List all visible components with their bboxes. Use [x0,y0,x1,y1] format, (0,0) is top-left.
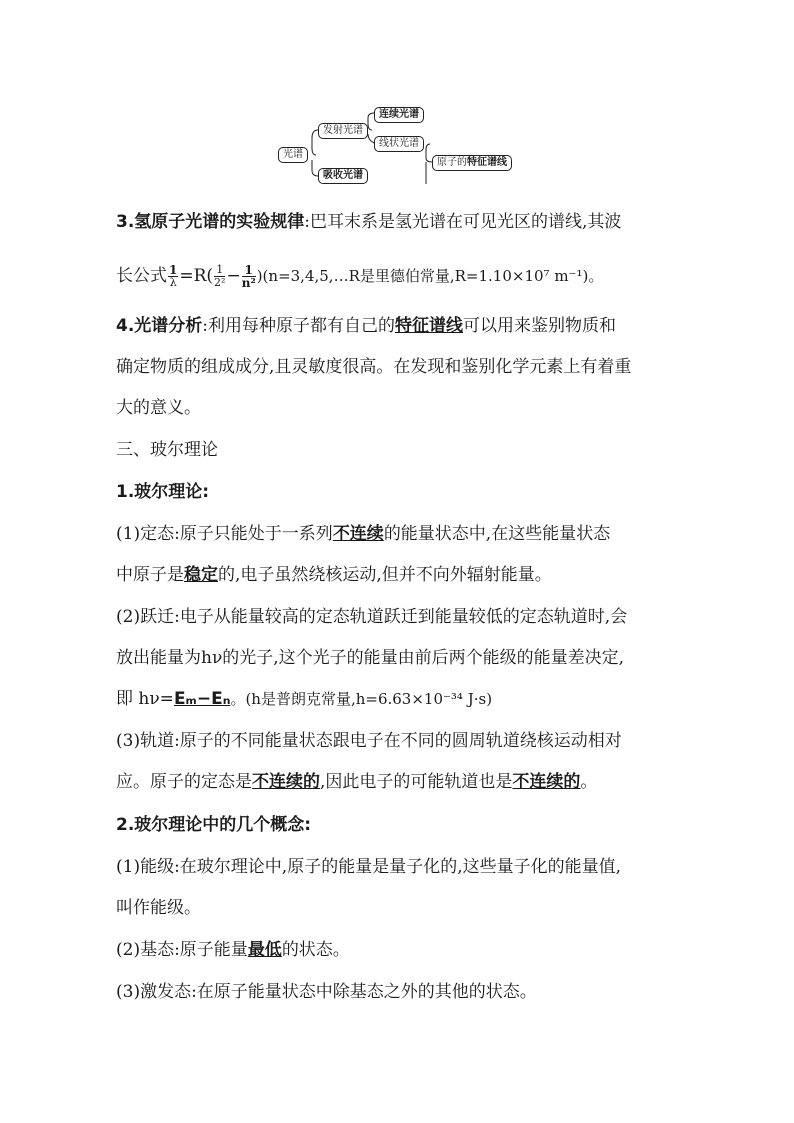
p1-b-key-energy-diff: Eₘ−Eₙ [173,689,231,709]
formula-fraction-1-over-2sq [214,264,225,289]
s4-text1a: :利用每种原子都有自己的 [202,316,396,336]
frac2-den: 2² [214,276,226,289]
diagram-characteristic-label: 特征谱线 [467,157,507,168]
p2-b-text-a: (2)基态:原子能量 [116,940,248,960]
p1-a-text2a: 中原子是 [116,565,184,585]
p1-c-line2 [116,770,716,794]
p1-c-key2: 不连续的 [512,772,581,792]
p1-c-text2b: ,因此电子的可能轨道也是 [320,772,513,792]
diagram-root-label: 光谱 [283,149,303,160]
p1-a-text2b: 的,电子虽然绕核运动,但并不向外辐射能量。 [218,565,552,585]
p1-a-line2 [116,563,716,587]
p2-title: 2.玻尔理论中的几个概念: [116,815,312,835]
p2-b-key-lowest: 最低 [247,940,282,960]
p1-b-text1: 电子从能量较高的定态轨道跃迁到能量较低的定态轨道时,会 [179,607,628,627]
p1-a-line1 [116,522,716,546]
p1-b-label: (2)跃迁: [116,607,180,627]
diagram-continuous-box [374,107,424,123]
section-heading-bohr-theory: 三、玻尔理论 [116,440,218,460]
p1-b-text3b: 。(h是普朗克常量,h=6.63×10⁻³⁴ J·s) [230,690,493,708]
p1-b-line2: 放出能量为hν的光子,这个光子的能量由前后两个能级的能量差决定, [116,648,625,668]
p2-b-text-b: 的状态。 [281,940,350,960]
diagram-line-label: 线状光谱 [379,138,419,149]
p2-c-line: (3)激发态:在原子能量状态中除基态之外的其他的状态。 [116,982,537,1002]
p1-a-text1a: 原子只能处于一系列 [179,524,333,544]
s4-key-characteristic-lines: 特征谱线 [395,316,464,336]
s3-minus: − [226,266,241,286]
s4-text1b: 可以用来鉴别物质和 [463,316,617,336]
diagram-absorption-label: 吸收光谱 [323,170,363,181]
diagram-emission-label: 发射光谱 [323,125,363,136]
p1-b-line1 [116,605,716,629]
s3-line2 [116,256,716,296]
spectrum-classification-diagram [272,100,532,192]
p1-c-text2c: 。 [580,772,598,792]
diagram-absorption-box [318,168,368,184]
p1-c-key1: 不连续的 [252,772,320,792]
p1-title: 1.玻尔理论: [116,482,210,502]
diagram-line-box [374,136,424,152]
p2-a-line2: 叫作能级。 [116,898,201,918]
frac1-num: 1 [169,263,178,277]
s3-line1 [116,210,716,234]
frac3-num: 1 [242,264,256,277]
diagram-emission-box [318,123,368,139]
diagram-characteristic-box [432,155,512,171]
s4-title: 4.光谱分析 [116,316,203,336]
p1-a-label: (1)定态: [116,524,180,544]
p1-b-text3a: 即 hν= [116,689,174,709]
p1-a-text1b: 的能量状态中,在这些能量状态 [383,524,611,544]
diagram-characteristic-prefix: 原子的 [437,157,467,168]
p1-a-key-discontinuous: 不连续 [332,524,384,544]
frac2-num: 1 [214,264,225,277]
diagram-continuous-label: 连续光谱 [379,109,419,120]
p1-c-line1 [116,729,716,753]
s4-line2: 确定物质的组成成分,且灵敏度很高。在发现和鉴别化学元素上有着重 [116,357,632,377]
p1-a-key-stable: 稳定 [184,565,218,585]
p2-b-line [116,938,716,962]
p2-a-line1: (1)能级:在玻尔理论中,原子的能量是量子化的,这些量子化的能量值, [116,857,622,877]
frac1-den: λ [169,276,177,289]
formula-fraction-1-over-nsq [242,264,256,289]
frac3-den: n² [241,276,256,290]
s4-line3: 大的意义。 [116,398,201,418]
s3-text2b: )(n=3,4,5,…R是里德伯常量,R=1.10×10⁷ m⁻¹)。 [256,267,604,285]
p1-c-text1: 原子的不同能量状态跟电子在不同的圆周轨道绕核运动相对 [179,731,622,751]
s4-line1 [116,314,716,338]
s3-text2a: 长公式 [116,266,167,286]
s3-text1: :巴耳末系是氢光谱在可见光区的谱线,其波 [304,212,622,232]
p1-c-text2a: 应。原子的定态是 [116,772,252,792]
s3-eq: =R( [179,266,214,286]
p1-c-label: (3)轨道: [116,731,180,751]
formula-fraction-1-over-lambda [168,264,178,289]
diagram-root-box [278,147,308,163]
s3-title: 3.氢原子光谱的实验规律 [116,212,305,232]
p1-b-line3 [116,687,716,711]
